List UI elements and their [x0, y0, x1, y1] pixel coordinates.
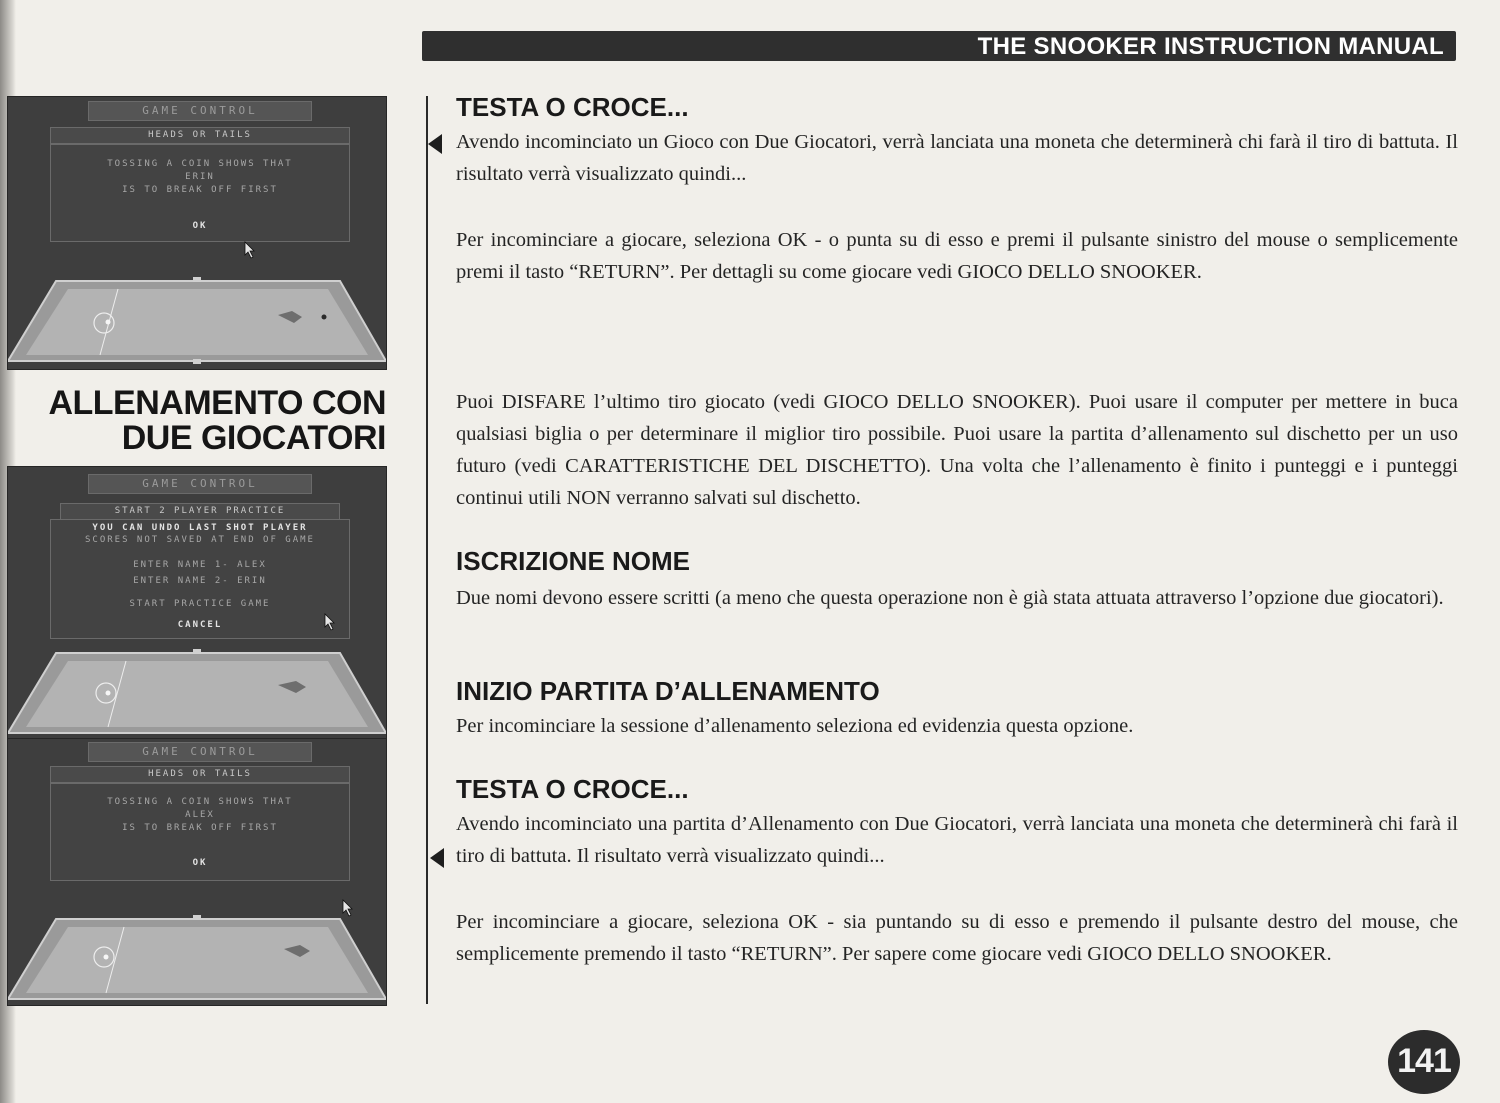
game-control-title: GAME CONTROL [88, 474, 312, 494]
paragraph-start-game-2: Per incominciare a giocare, seleziona OK - sia puntando su di esso e premendo il pulsante destro del mouse, che semplicemente premendo il tasto “RETURN”. Per sapere come giocare vedi GIOCO DELLO SNOOKER. [456, 911, 1458, 965]
player-1-name-field: ENTER NAME 1- ALEX [133, 560, 267, 570]
header-bar [422, 31, 1456, 61]
ok-option: OK [192, 858, 208, 868]
screenshot-heads-or-tails-2 [7, 738, 387, 1006]
player-2-name-field: ENTER NAME 2- ERIN [133, 576, 267, 586]
paragraph-name-entry: Due nomi devono essere scritti (a meno che questa operazione non è già stata attuata attraverso l’opzione due giocatori). [456, 587, 1444, 609]
coin-toss-panel [50, 783, 350, 881]
heading-testa-o-croce-1: TESTA O CROCE... [456, 92, 689, 122]
paragraph-start-game-1: Per incominciare a giocare, seleziona OK - o punta su di esso e premi il pulsante sinistro del mouse o semplicemente premi il tasto “RETURN”. Per dettagli su come giocare vedi GIOCO DELLO SNOOKER. [456, 229, 1458, 283]
panel-line: IS TO BREAK OFF FIRST [122, 185, 278, 195]
section-heading-two-player-practice [20, 386, 386, 456]
heading-iscrizione-nome: ISCRIZIONE NOME [456, 546, 691, 576]
heading-testa-o-croce-2: TESTA O CROCE... [456, 774, 689, 804]
panel-line: IS TO BREAK OFF FIRST [122, 823, 278, 833]
heads-or-tails-label: HEADS OR TAILS [50, 127, 350, 144]
paragraph-practice-info: Puoi DISFARE l’ultimo tiro giocato (vedi GIOCO DELLO SNOOKER). Puoi usare il computer per mettere in buca qualsiasi biglia o per determinare il miglior tiro possibile. Puoi usare la partita d’allenamento sul dischetto per un uso futuro (vedi CARATTERISTICHE DEL DISCHETTO). Una volta che l’allenamento è finito i punteggi e i punteggi continui utili NON verranno salvati sul dischetto. [456, 391, 1458, 509]
game-control-title: GAME CONTROL [88, 742, 312, 762]
ok-option: OK [192, 221, 208, 231]
panel-line: ALEX [185, 810, 215, 820]
game-control-title: GAME CONTROL [88, 101, 312, 121]
screenshot-practice-setup [7, 466, 387, 740]
panel-line: TOSSING A COIN SHOWS THAT [107, 797, 293, 807]
paragraph-start-practice: Per incominciare la sessione d’allenamento seleziona ed evidenzia questa opzione. [456, 715, 1134, 737]
snooker-table-icon [8, 275, 386, 369]
panel-line: SCORES NOT SAVED AT END OF GAME [85, 535, 315, 545]
column-divider [426, 96, 428, 1004]
panel-line: YOU CAN UNDO LAST SHOT PLAYER [92, 523, 308, 533]
mouse-pointer-icon [244, 241, 256, 259]
panel-line: ERIN [185, 172, 215, 182]
left-arrow-icon [428, 134, 442, 154]
mouse-pointer-icon [324, 613, 336, 631]
cancel-option: CANCEL [177, 620, 223, 630]
panel-line: TOSSING A COIN SHOWS THAT [107, 159, 293, 169]
paragraph-coin-toss-1: Avendo incominciato un Gioco con Due Giocatori, verrà lanciata una moneta che determinerà chi farà il tiro di battuta. Il risultato verrà visualizzato quindi... [456, 131, 1458, 185]
page-number-badge [1388, 1030, 1460, 1094]
practice-panel [50, 519, 350, 639]
snooker-table-icon [8, 647, 386, 739]
start-practice-option: START PRACTICE GAME [129, 599, 271, 609]
coin-toss-panel [50, 144, 350, 242]
snooker-table-icon [8, 913, 386, 1005]
page-number: 141 [1397, 1042, 1451, 1080]
left-arrow-icon [430, 848, 444, 868]
heading-line-1: ALLENAMENTO CON [48, 384, 386, 422]
practice-label: START 2 PLAYER PRACTICE [60, 503, 340, 520]
paragraph-coin-toss-2: Avendo incominciato una partita d’Allenamento con Due Giocatori, verrà lanciata una moneta che determinerà chi farà il tiro di battuta. Il risultato verrà visualizzato quindi... [456, 813, 1458, 867]
heading-inizio-partita: INIZIO PARTITA D’ALLENAMENTO [456, 676, 880, 706]
heading-line-2: DUE GIOCATORI [121, 419, 386, 457]
manual-title: THE SNOOKER INSTRUCTION MANUAL [977, 33, 1444, 60]
heads-or-tails-label: HEADS OR TAILS [50, 766, 350, 783]
screenshot-heads-or-tails-1 [7, 96, 387, 370]
